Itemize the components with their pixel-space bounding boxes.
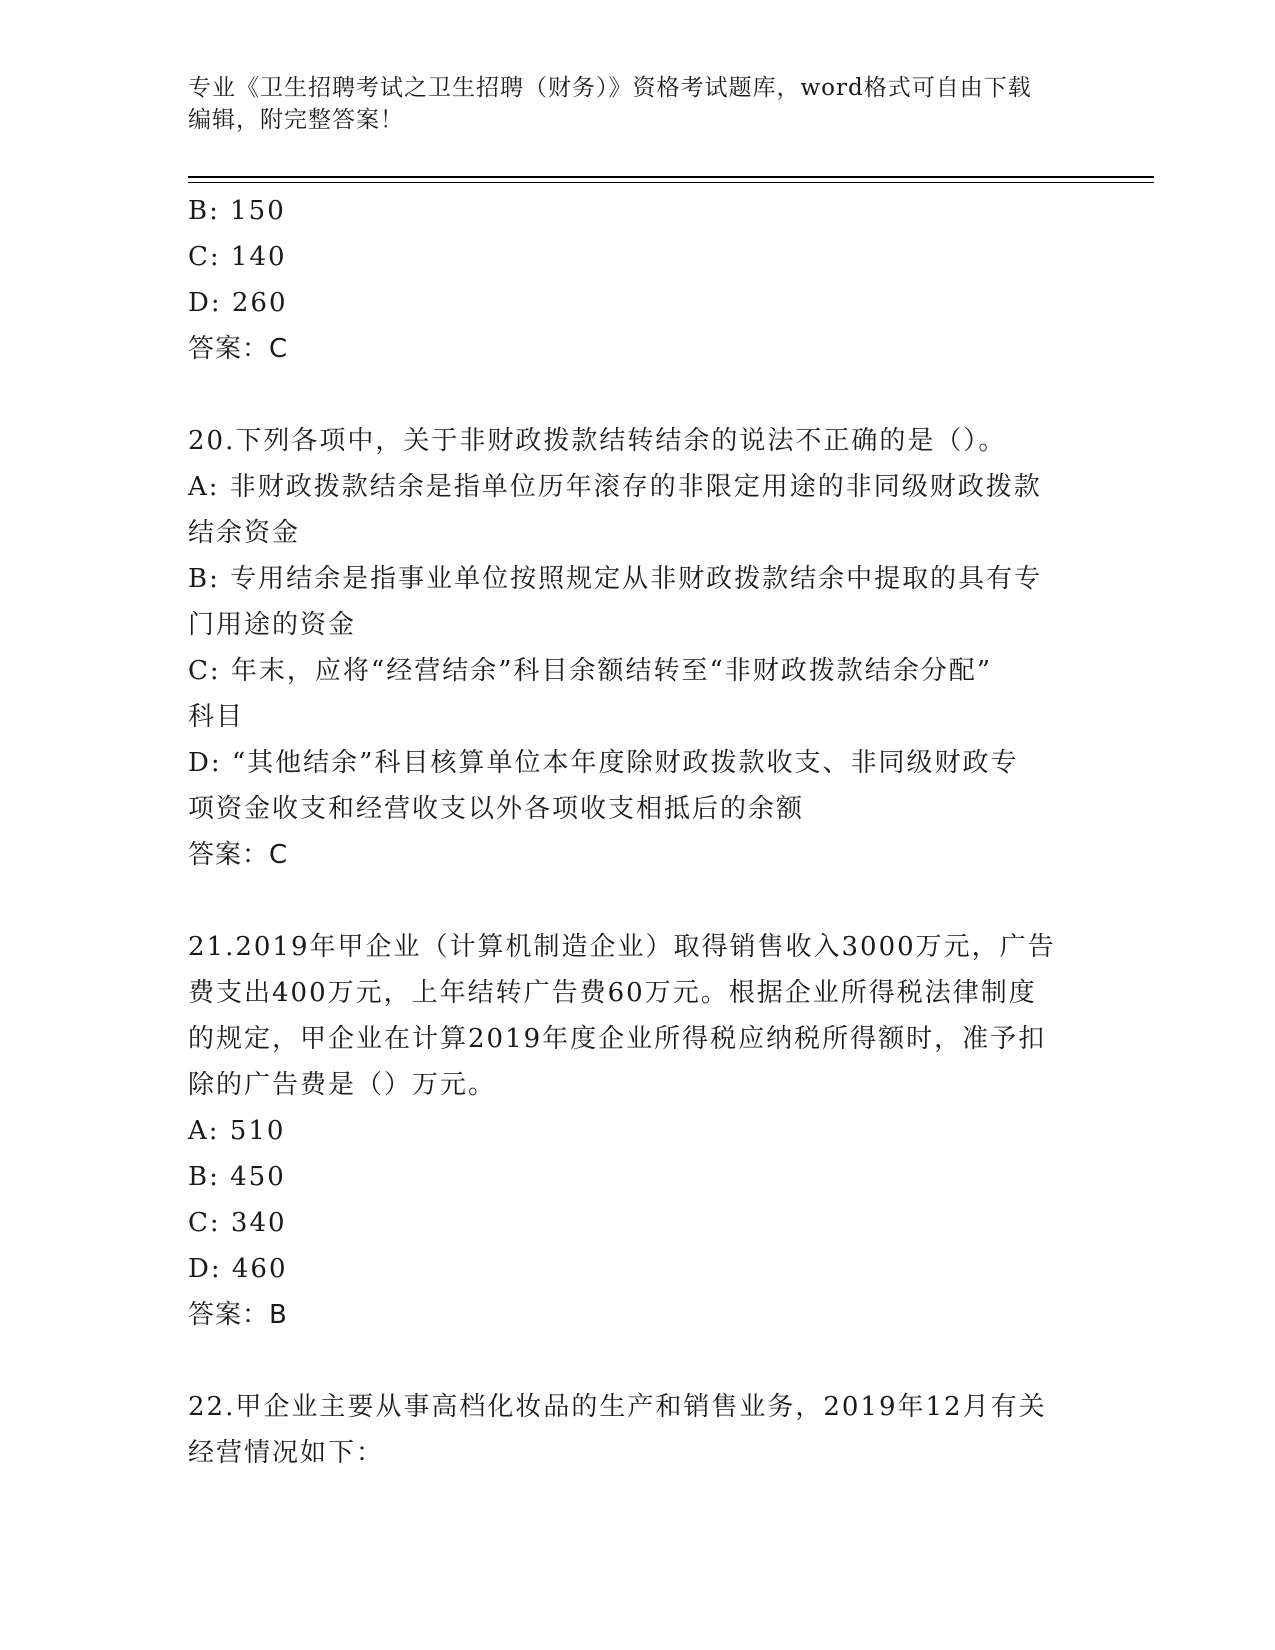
spacer	[188, 1338, 1078, 1384]
q20-option-c: C: 年末，应将“经营结余”科目余额结转至“非财政拨款结余分配”	[188, 656, 993, 686]
q21-option-d: D: 460	[188, 1254, 288, 1284]
q20-option-a-cont: 结余资金	[188, 518, 301, 548]
q20-option-b: B: 专用结余是指事业单位按照规定从非财政拨款结余中提取的具有专	[188, 564, 1043, 594]
spacer	[188, 878, 1078, 924]
header-line-2: 编辑，附完整答案！	[188, 107, 404, 133]
q20-option-b-cont: 门用途的资金	[188, 610, 357, 640]
header-divider-thick	[188, 176, 1154, 178]
prev-option-d: D: 260	[188, 288, 288, 318]
q20-stem: 20.下列各项中，关于非财政拨款结转结余的说法不正确的是（）。	[188, 426, 1007, 456]
spacer	[188, 372, 1078, 418]
q20-answer: 答案：C	[188, 840, 289, 870]
question-content	[188, 188, 1078, 1476]
q20-option-c-cont: 科目	[188, 702, 245, 732]
q21-stem-3: 的规定，甲企业在计算2019年度企业所得税应纳税所得额时，准予扣	[188, 1024, 1047, 1054]
q21-stem-1: 21.2019年甲企业（计算机制造企业）取得销售收入3000万元，广告	[188, 932, 1056, 962]
q22-stem-1: 22.甲企业主要从事高档化妆品的生产和销售业务，2019年12月有关	[188, 1392, 1047, 1422]
q20-option-d-cont: 项资金收支和经营收支以外各项收支相抵后的余额	[188, 794, 805, 824]
q20-option-a: A: 非财政拨款结余是指单位历年滚存的非限定用途的非同级财政拨款	[188, 472, 1042, 502]
prev-answer: 答案：C	[188, 334, 289, 364]
prev-option-c: C: 140	[188, 242, 287, 272]
q21-stem-4: 除的广告费是（）万元。	[188, 1070, 497, 1100]
q21-option-c: C: 340	[188, 1208, 287, 1238]
header-line-1: 专业《卫生招聘考试之卫生招聘（财务）》资格考试题库，word格式可自由下载	[188, 75, 1032, 101]
q21-stem-2: 费支出400万元，上年结转广告费60万元。根据企业所得税法律制度	[188, 978, 1037, 1008]
q21-option-a: A: 510	[188, 1116, 286, 1146]
header-divider-thin	[188, 182, 1154, 183]
q20-option-d: D: “其他结余”科目核算单位本年度除财政拨款收支、非同级财政专	[188, 748, 1019, 778]
document-header	[188, 72, 1068, 136]
q21-option-b: B: 450	[188, 1162, 286, 1192]
q21-answer: 答案：B	[188, 1300, 288, 1330]
prev-option-b: B: 150	[188, 196, 286, 226]
q22-stem-2: 经营情况如下：	[188, 1438, 385, 1468]
